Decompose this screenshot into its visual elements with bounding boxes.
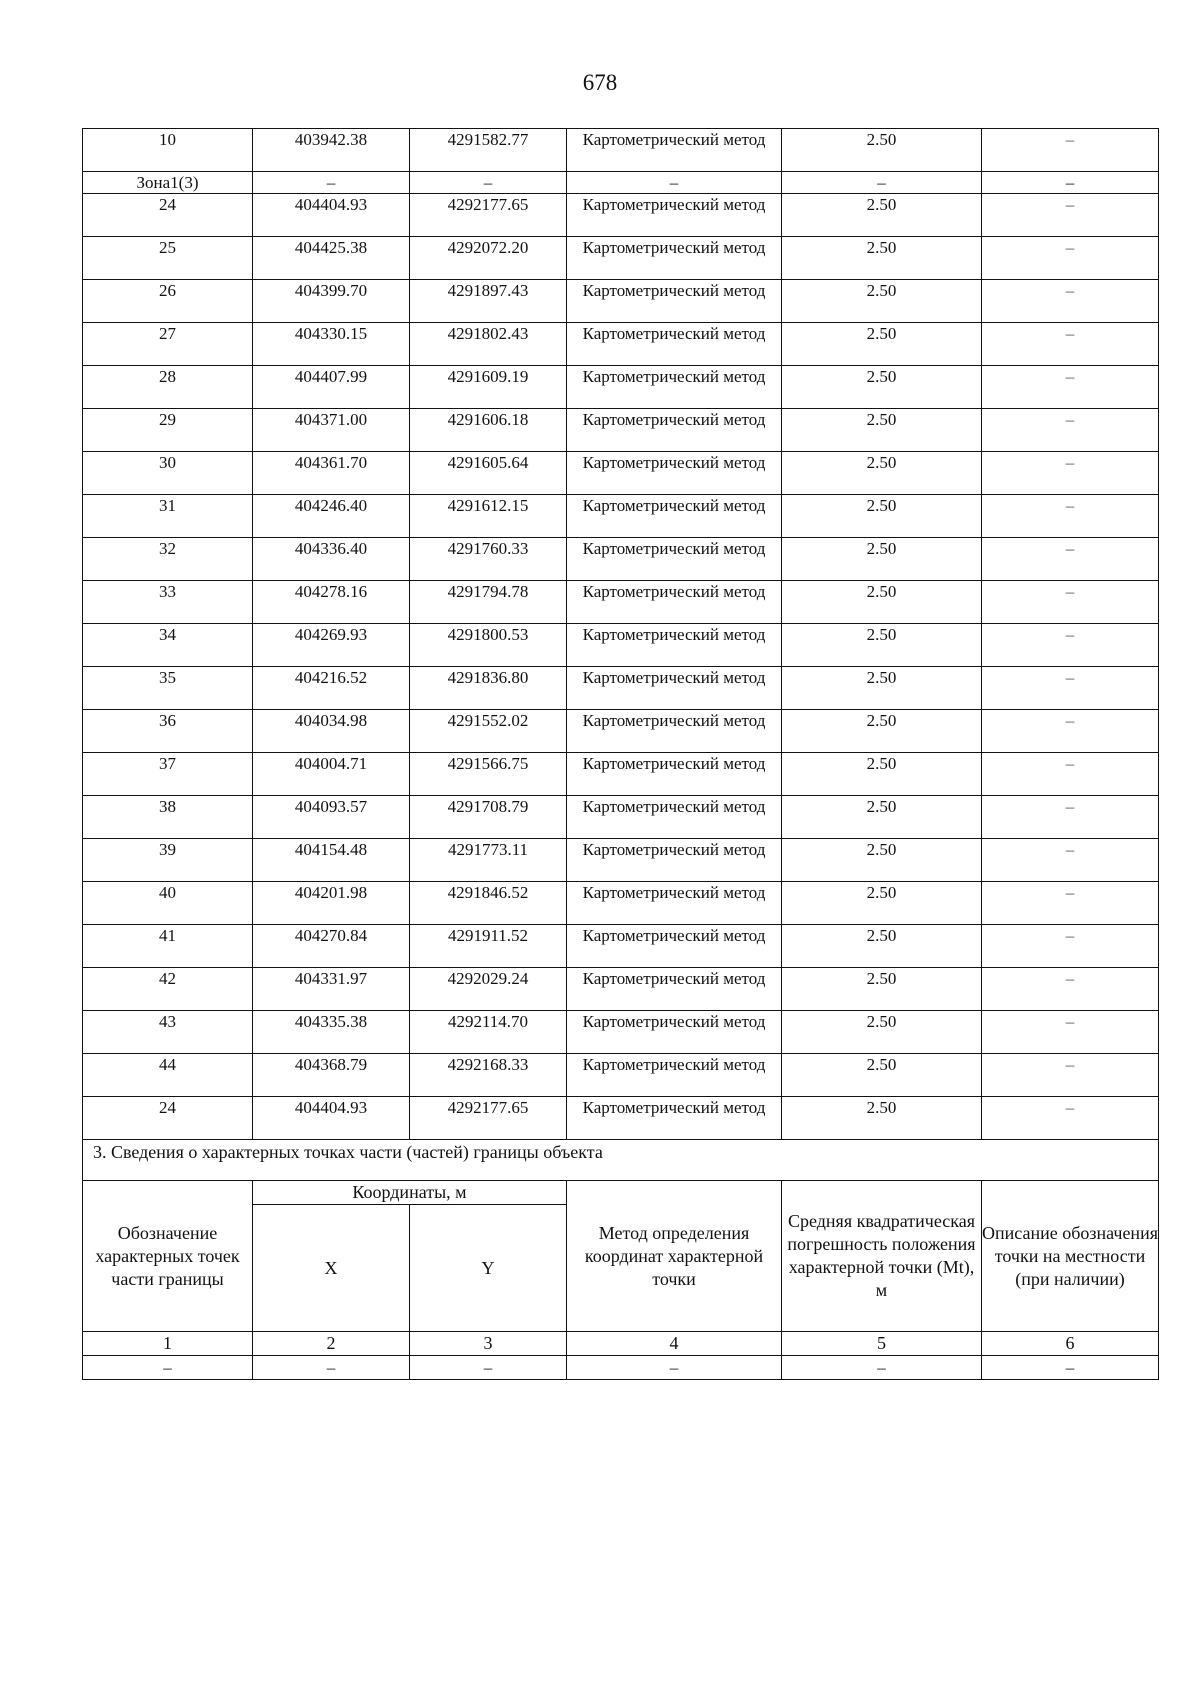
description-cell: – [982, 882, 1159, 925]
error-cell: 2.50 [782, 624, 982, 667]
y-cell: 4291911.52 [410, 925, 567, 968]
error-cell: – [782, 172, 982, 194]
table-row [83, 1011, 1159, 1054]
x-cell: 404425.38 [253, 237, 410, 280]
empty-cell: – [567, 1356, 782, 1380]
point-number-cell: 43 [83, 1011, 253, 1054]
point-number-cell: 24 [83, 194, 253, 237]
error-cell: 2.50 [782, 667, 982, 710]
y-cell: 4291800.53 [410, 624, 567, 667]
y-cell: 4291606.18 [410, 409, 567, 452]
x-cell: 404278.16 [253, 581, 410, 624]
y-cell: 4291897.43 [410, 280, 567, 323]
table-row [83, 323, 1159, 366]
x-cell: 404404.93 [253, 194, 410, 237]
point-number-cell: 25 [83, 237, 253, 280]
table-row [83, 452, 1159, 495]
empty-cell: – [253, 1356, 410, 1380]
point-number-cell: 39 [83, 839, 253, 882]
error-cell: 2.50 [782, 710, 982, 753]
section-3-header-row [83, 1181, 1159, 1205]
y-cell: 4291609.19 [410, 366, 567, 409]
y-cell: 4291552.02 [410, 710, 567, 753]
description-cell: – [982, 323, 1159, 366]
description-cell: – [982, 409, 1159, 452]
y-cell: 4291802.43 [410, 323, 567, 366]
description-cell: – [982, 667, 1159, 710]
table-row [83, 538, 1159, 581]
description-cell: – [982, 495, 1159, 538]
method-cell: Картометрический метод [567, 366, 782, 409]
y-cell: 4291612.15 [410, 495, 567, 538]
method-cell: Картометрический метод [567, 452, 782, 495]
x-cell: 404201.98 [253, 882, 410, 925]
table-row [83, 495, 1159, 538]
table-row [83, 968, 1159, 1011]
method-cell: Картометрический метод [567, 237, 782, 280]
error-cell: 2.50 [782, 968, 982, 1011]
point-number-cell: 27 [83, 323, 253, 366]
method-cell: Картометрический метод [567, 753, 782, 796]
point-number-cell: Зона1(3) [83, 172, 253, 194]
x-cell: 404034.98 [253, 710, 410, 753]
description-cell: – [982, 968, 1159, 1011]
error-cell: 2.50 [782, 129, 982, 172]
error-cell: 2.50 [782, 366, 982, 409]
header-method: Метод определения координат характерной точки [567, 1181, 782, 1332]
point-number-cell: 10 [83, 129, 253, 172]
x-cell: 404404.93 [253, 1097, 410, 1140]
method-cell: Картометрический метод [567, 581, 782, 624]
error-cell: 2.50 [782, 538, 982, 581]
y-cell: 4291605.64 [410, 452, 567, 495]
header-x: X [253, 1205, 410, 1332]
x-cell: 404336.40 [253, 538, 410, 581]
y-cell: 4291846.52 [410, 882, 567, 925]
y-cell: – [410, 172, 567, 194]
column-numbers-row [83, 1332, 1159, 1356]
y-cell: 4292114.70 [410, 1011, 567, 1054]
table-row [83, 839, 1159, 882]
table-row [83, 925, 1159, 968]
header-mean-square-error: Средняя квадратическая погрешность положения характерной точки (Mt), м [782, 1181, 982, 1332]
description-cell: – [982, 839, 1159, 882]
point-number-cell: 38 [83, 796, 253, 839]
point-number-cell: 44 [83, 1054, 253, 1097]
header-point-designation: Обозначение характерных точек части границы [83, 1181, 253, 1332]
x-cell: 404270.84 [253, 925, 410, 968]
table-row [83, 1054, 1159, 1097]
coordinates-table-body [83, 129, 1159, 1380]
method-cell: Картометрический метод [567, 1011, 782, 1054]
error-cell: 2.50 [782, 839, 982, 882]
point-number-cell: 42 [83, 968, 253, 1011]
column-number-cell: 4 [567, 1332, 782, 1356]
point-number-cell: 32 [83, 538, 253, 581]
column-number-cell: 3 [410, 1332, 567, 1356]
error-cell: 2.50 [782, 194, 982, 237]
method-cell: Картометрический метод [567, 323, 782, 366]
table-row [83, 129, 1159, 172]
point-number-cell: 30 [83, 452, 253, 495]
error-cell: 2.50 [782, 1097, 982, 1140]
y-cell: 4292029.24 [410, 968, 567, 1011]
table-row [83, 194, 1159, 237]
x-cell: 404216.52 [253, 667, 410, 710]
error-cell: 2.50 [782, 1011, 982, 1054]
point-number-cell: 41 [83, 925, 253, 968]
error-cell: 2.50 [782, 1054, 982, 1097]
table-row [83, 796, 1159, 839]
method-cell: Картометрический метод [567, 280, 782, 323]
method-cell: Картометрический метод [567, 129, 782, 172]
zone-row [83, 172, 1159, 194]
error-cell: 2.50 [782, 452, 982, 495]
x-cell: 404269.93 [253, 624, 410, 667]
header-coordinates: Координаты, м [253, 1181, 567, 1205]
point-number-cell: 28 [83, 366, 253, 409]
error-cell: 2.50 [782, 581, 982, 624]
y-cell: 4291794.78 [410, 581, 567, 624]
method-cell: Картометрический метод [567, 409, 782, 452]
table-row [83, 1097, 1159, 1140]
y-cell: 4291708.79 [410, 796, 567, 839]
point-number-cell: 36 [83, 710, 253, 753]
table-row [83, 366, 1159, 409]
method-cell: Картометрический метод [567, 710, 782, 753]
x-cell: 404246.40 [253, 495, 410, 538]
table-row [83, 710, 1159, 753]
table-row [83, 667, 1159, 710]
x-cell: 404335.38 [253, 1011, 410, 1054]
method-cell: Картометрический метод [567, 796, 782, 839]
error-cell: 2.50 [782, 409, 982, 452]
point-number-cell: 33 [83, 581, 253, 624]
coordinates-table [82, 128, 1159, 1380]
empty-cell: – [982, 1356, 1159, 1380]
description-cell: – [982, 366, 1159, 409]
y-cell: 4292168.33 [410, 1054, 567, 1097]
description-cell: – [982, 1097, 1159, 1140]
x-cell: 404371.00 [253, 409, 410, 452]
error-cell: 2.50 [782, 237, 982, 280]
y-cell: 4292177.65 [410, 194, 567, 237]
description-cell: – [982, 1054, 1159, 1097]
method-cell: Картометрический метод [567, 1054, 782, 1097]
x-cell: 404361.70 [253, 452, 410, 495]
error-cell: 2.50 [782, 280, 982, 323]
table-row [83, 581, 1159, 624]
table-row [83, 409, 1159, 452]
section-3-title-row [83, 1140, 1159, 1181]
empty-cell: – [83, 1356, 253, 1380]
point-number-cell: 31 [83, 495, 253, 538]
table-row [83, 237, 1159, 280]
description-cell: – [982, 1011, 1159, 1054]
x-cell: 404368.79 [253, 1054, 410, 1097]
method-cell: Картометрический метод [567, 925, 782, 968]
error-cell: 2.50 [782, 882, 982, 925]
method-cell: Картометрический метод [567, 495, 782, 538]
table-row [83, 753, 1159, 796]
description-cell: – [982, 452, 1159, 495]
header-y: Y [410, 1205, 567, 1332]
x-cell: 404399.70 [253, 280, 410, 323]
point-number-cell: 24 [83, 1097, 253, 1140]
description-cell: – [982, 129, 1159, 172]
error-cell: 2.50 [782, 796, 982, 839]
y-cell: 4291836.80 [410, 667, 567, 710]
table-row [83, 882, 1159, 925]
x-cell: 404154.48 [253, 839, 410, 882]
method-cell: Картометрический метод [567, 882, 782, 925]
y-cell: 4292072.20 [410, 237, 567, 280]
method-cell: Картометрический метод [567, 839, 782, 882]
description-cell: – [982, 925, 1159, 968]
column-number-cell: 1 [83, 1332, 253, 1356]
description-cell: – [982, 624, 1159, 667]
error-cell: 2.50 [782, 753, 982, 796]
x-cell: 403942.38 [253, 129, 410, 172]
x-cell: 404330.15 [253, 323, 410, 366]
error-cell: 2.50 [782, 323, 982, 366]
x-cell: 404004.71 [253, 753, 410, 796]
x-cell: 404093.57 [253, 796, 410, 839]
point-number-cell: 26 [83, 280, 253, 323]
x-cell: – [253, 172, 410, 194]
description-cell: – [982, 753, 1159, 796]
empty-cell: – [782, 1356, 982, 1380]
empty-cell: – [410, 1356, 567, 1380]
point-number-cell: 29 [83, 409, 253, 452]
y-cell: 4292177.65 [410, 1097, 567, 1140]
description-cell: – [982, 280, 1159, 323]
column-number-cell: 2 [253, 1332, 410, 1356]
method-cell: Картометрический метод [567, 538, 782, 581]
column-number-cell: 6 [982, 1332, 1159, 1356]
table-row [83, 624, 1159, 667]
description-cell: – [982, 237, 1159, 280]
method-cell: Картометрический метод [567, 667, 782, 710]
description-cell: – [982, 172, 1159, 194]
error-cell: 2.50 [782, 925, 982, 968]
y-cell: 4291760.33 [410, 538, 567, 581]
y-cell: 4291566.75 [410, 753, 567, 796]
method-cell: Картометрический метод [567, 194, 782, 237]
method-cell: Картометрический метод [567, 624, 782, 667]
description-cell: – [982, 581, 1159, 624]
method-cell: Картометрический метод [567, 968, 782, 1011]
x-cell: 404407.99 [253, 366, 410, 409]
point-number-cell: 34 [83, 624, 253, 667]
method-cell: – [567, 172, 782, 194]
description-cell: – [982, 194, 1159, 237]
y-cell: 4291582.77 [410, 129, 567, 172]
error-cell: 2.50 [782, 495, 982, 538]
point-number-cell: 37 [83, 753, 253, 796]
page-number: 678 [582, 70, 618, 95]
description-cell: – [982, 796, 1159, 839]
header-description: Описание обозначения точки на местности (при наличии) [982, 1181, 1159, 1332]
x-cell: 404331.97 [253, 968, 410, 1011]
y-cell: 4291773.11 [410, 839, 567, 882]
section-3-title: 3. Сведения о характерных точках части (частей) границы объекта [83, 1140, 1159, 1181]
description-cell: – [982, 538, 1159, 581]
empty-data-row [83, 1356, 1159, 1380]
table-row [83, 280, 1159, 323]
point-number-cell: 35 [83, 667, 253, 710]
column-number-cell: 5 [782, 1332, 982, 1356]
description-cell: – [982, 710, 1159, 753]
point-number-cell: 40 [83, 882, 253, 925]
method-cell: Картометрический метод [567, 1097, 782, 1140]
